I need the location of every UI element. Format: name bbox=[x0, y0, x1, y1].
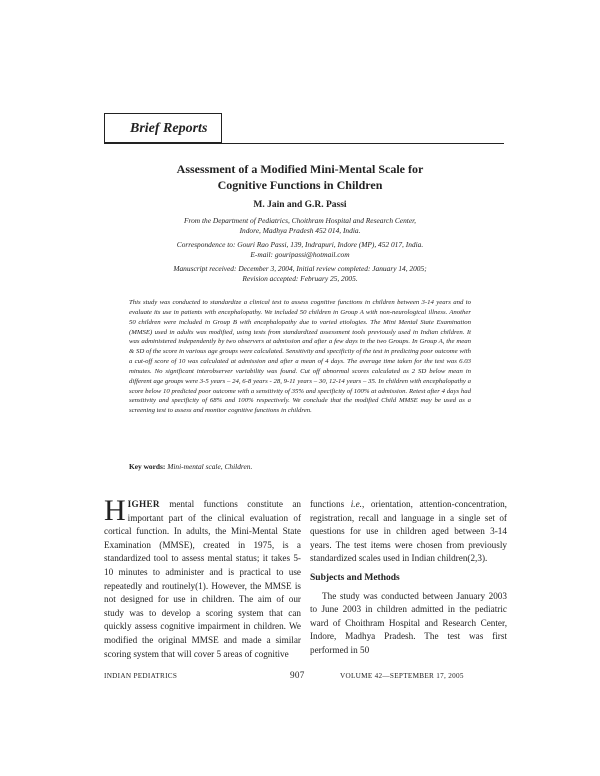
section-label: Brief Reports bbox=[130, 121, 208, 136]
keywords-text: Mini-mental scale, Children. bbox=[167, 462, 253, 471]
keywords-label: Key words: bbox=[129, 462, 166, 471]
manuscript-dates-line-1: Manuscript received: December 3, 2004, Initial review completed: January 14, 2005; bbox=[173, 264, 427, 273]
drop-cap-continuation: IGHER bbox=[127, 499, 160, 509]
section-rule bbox=[104, 143, 504, 144]
affiliation-line-1: From the Department of Pediatrics, Choithram Hospital and Research Center, bbox=[183, 216, 417, 225]
subjects-methods-heading: Subjects and Methods bbox=[310, 572, 400, 583]
drop-cap: H bbox=[104, 494, 126, 527]
keywords bbox=[129, 462, 252, 471]
authors: M. Jain and G.R. Passi bbox=[253, 200, 347, 210]
correspondence-line-1: Correspondence to: Gouri Rao Passi, 139, Indrapuri, Indore (MP), 452 017, India. bbox=[176, 240, 424, 249]
article-title-line-1: Assessment of a Modified Mini-Mental Scale for bbox=[176, 162, 424, 176]
body-right-text-b: i.e. bbox=[350, 499, 362, 509]
body-column-right bbox=[310, 498, 507, 658]
body-right-methods-text: The study was conducted between January 2003 to June 2003 in children admitted in the pediatric ward of Choithram Hospital and Research Center, Indore, Madhya Pradesh. The test was first performed in 50 bbox=[310, 590, 507, 655]
body-left-text: mental functions constitute an important part of the clinical evaluation of cortical function. In adults, the Mini-Mental State Examination (MMSE), created in 1975, is a standardized tool to assess mental status; it takes 5-10 minutes to administer and is practical to use repeatedly and routinely(1). However, the MMSE is not designed for use in children. The aim of our study was to develop a scoring system that can quickly assess cognitive impairment in children. We modified the original MMSE and made a similar scoring system that will cover 5 areas of cognitive bbox=[104, 499, 301, 659]
abstract: This study was conducted to standardize a clinical test to assess cognitive functions in children between 3-14 years and to evaluate its use in patients with encephalopathy. We included 50 children in Group A with non-neurological illness. Another 50 children were included in Group B with encephalopathy due to varied etiologies. The Mini Mental State Examination (MMSE) used in adults was modified, using tests from standardized assessment tools previously used in Indian children. It was administered independently by two observers at admission and after a few days in the two Groups. In Group A, the mean & SD of the score in various age groups were calculated. Sensitivity and specificity of the test in predicting poor outcome with a cut-off score of 10 was calculated at admission and after a mean of 4 days. The average time taken for the test was 6.03 minutes. No significant interobserver variability was found. Cut off abnormal scores calculated as 2 SD below mean in different age groups were 3-5 years – 24, 6-8 years - 28, 9-11 years – 30, 12-14 years – 35. In children with encephalopathy a score below 10 predicted poor outcome with a sensitivity of 35% and specificity of 100% at admission. Retest after 4 days had sensitivity and specificity of 68% and 100% respectively. We conclude that the modified Child MMSE may be used as a screening test to assess and monitor cognitive functions in children. bbox=[129, 299, 471, 415]
footer-volume: VOLUME 42—SEPTEMBER 17, 2005 bbox=[340, 672, 464, 680]
manuscript-dates-line-2: Revision accepted: February 25, 2005. bbox=[242, 274, 358, 283]
body-right-text-a: functions bbox=[310, 499, 351, 509]
body-right-text-c: , orientation, attention-concentration, registration, recall and language in a single set of questions for use in children aged between 3-14 years. The test items were chosen from previously standardized scales used in Indian children(2,3). bbox=[310, 499, 507, 564]
article-title-line-2: Cognitive Functions in Children bbox=[217, 178, 383, 192]
correspondence-email: E-mail: gouripassi@hotmail.com bbox=[250, 250, 350, 259]
footer-journal: INDIAN PEDIATRICS bbox=[104, 672, 178, 680]
footer-page-number: 907 bbox=[290, 670, 305, 680]
affiliation-line-2: Indore, Madhya Pradesh 452 014, India. bbox=[239, 226, 361, 235]
body-column-left bbox=[104, 494, 301, 661]
